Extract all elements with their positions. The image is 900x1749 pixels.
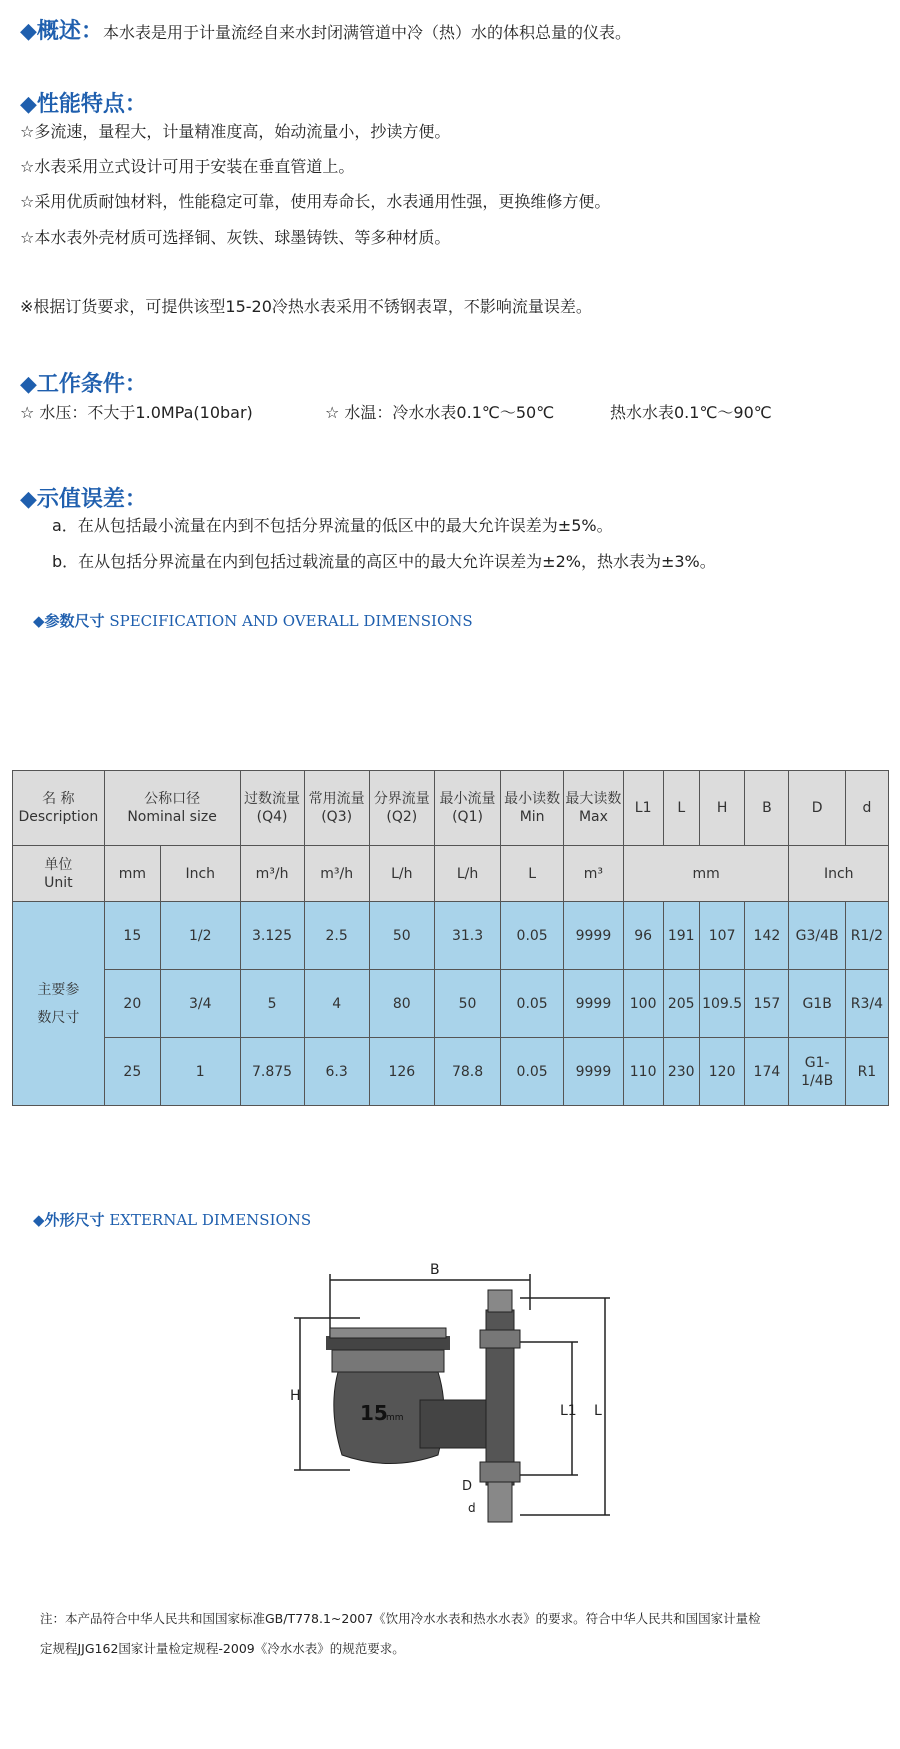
conditions-row [20,402,880,424]
table-cell: 0.05 [501,970,564,1038]
table-cell: 25 [104,1038,160,1106]
table-row [13,970,889,1038]
diamond-icon: ◆ [20,371,37,397]
table-unit-row [13,846,889,902]
pressure-text: ☆ 水压：不大于1.0MPa(10bar) [20,403,253,422]
feature-item: ☆采用优质耐蚀材料，性能稳定可靠，使用寿命长，水表通用性强，更换维修方便。 [20,192,611,211]
header-cell: 最小流量 (Q1) [434,771,500,846]
table-cell: 7.875 [240,1038,304,1106]
unit-cell: m³ [564,846,624,902]
meter-size-label: 15 [360,1401,388,1425]
overview-text: 本水表是用于计量流经自来水封闭满管道中冷（热）水的体积总量的仪表。 [102,23,631,42]
table-cell: 9999 [564,970,624,1038]
header-cell: 名 称 Description [13,771,105,846]
error-heading: ◆示值误差： [20,486,147,512]
unit-cell: mm [623,846,789,902]
hot-temperature-text: 热水水表0.1℃～90℃ [610,403,772,422]
meter-size-unit: mm [386,1413,404,1423]
table-cell: G1-1/4B [789,1038,845,1106]
table-cell: 80 [369,970,434,1038]
temperature-text: ☆ 水温：冷水水表0.1℃～50℃ [325,403,555,422]
table-cell: R3/4 [845,970,888,1038]
spec-title: ◆参数尺寸 SPECIFICATION AND OVERALL DIMENSIONS [33,612,473,630]
unit-cell: m³/h [304,846,369,902]
unit-cell: m³/h [240,846,304,902]
table-cell: 191 [663,902,699,970]
header-cell: 最大读数 Max [564,771,624,846]
label-H: H [290,1388,301,1404]
table-cell: 50 [369,902,434,970]
unit-cell: L/h [369,846,434,902]
table-cell: 174 [745,1038,789,1106]
unit-cell: Inch [789,846,889,902]
table-cell: 50 [434,970,500,1038]
table-cell: G3/4B [789,902,845,970]
header-cell: 公称口径 Nominal size [104,771,240,846]
diamond-icon: ◆ [20,18,37,44]
table-cell: 126 [369,1038,434,1106]
table-cell: 1 [161,1038,241,1106]
table-cell: G1B [789,970,845,1038]
header-cell: 过数流量 (Q4) [240,771,304,846]
diamond-icon: ◆ [33,612,45,630]
table-cell: 107 [699,902,744,970]
header-cell: L [663,771,699,846]
label-B: B [430,1262,440,1278]
unit-cell: mm [104,846,160,902]
unit-cell: L [501,846,564,902]
table-cell: 15 [104,902,160,970]
overview-heading: ◆概述： [20,18,103,44]
table-cell: 9999 [564,1038,624,1106]
table-cell: 6.3 [304,1038,369,1106]
table-cell: 9999 [564,902,624,970]
table-cell: 20 [104,970,160,1038]
header-cell: d [845,771,888,846]
table-cell: 0.05 [501,1038,564,1106]
table-header-row [13,771,889,846]
table-cell: 96 [623,902,663,970]
water-meter-drawing [290,1250,620,1550]
footnote-line: 注：本产品符合中华人民共和国国家标准GB/T778.1~2007《饮用冷水水表和热水水表》的要求。符合中华人民共和国国家计量检 [40,1611,761,1626]
footnote [40,1604,860,1664]
error-item: a．在从包括最小流量在内到不包括分界流量的低区中的最大允许误差为±5%。 [52,516,613,535]
table-cell: 230 [663,1038,699,1106]
footnote-line: 定规程JJG162国家计量检定规程-2009《冷水水表》的规范要求。 [40,1641,405,1656]
table-row [13,1038,889,1106]
external-title: ◆外形尺寸 EXTERNAL DIMENSIONS [33,1211,312,1229]
diamond-icon: ◆ [33,1211,45,1229]
header-cell: 最小读数 Min [501,771,564,846]
table-cell: 5 [240,970,304,1038]
table-cell: 31.3 [434,902,500,970]
header-cell: B [745,771,789,846]
table-cell: 205 [663,970,699,1038]
table-cell: 78.8 [434,1038,500,1106]
label-d: d [468,1501,476,1515]
table-cell: 4 [304,970,369,1038]
feature-item: ☆本水表外壳材质可选择铜、灰铁、球墨铸铁、等多种材质。 [20,228,451,247]
feature-item: ☆多流速，量程大，计量精准度高，始动流量小，抄读方便。 [20,122,451,141]
unit-cell: 单位 Unit [13,846,105,902]
table-cell: 3.125 [240,902,304,970]
table-cell: 1/2 [161,902,241,970]
header-cell: D [789,771,845,846]
unit-cell: L/h [434,846,500,902]
table-cell: 157 [745,970,789,1038]
table-cell: 100 [623,970,663,1038]
header-cell: 常用流量 (Q3) [304,771,369,846]
header-cell: H [699,771,744,846]
row-label: 主要参 数尺寸 [13,902,105,1106]
table-cell: R1/2 [845,902,888,970]
label-L1: L1 [560,1403,577,1419]
table-cell: 120 [699,1038,744,1106]
header-cell: L1 [623,771,663,846]
label-L: L [594,1403,602,1419]
diamond-icon: ◆ [20,91,37,117]
unit-cell: Inch [161,846,241,902]
table-cell: 0.05 [501,902,564,970]
overview-section [20,14,880,45]
table-cell: 109.5 [699,970,744,1038]
features-note: ※根据订货要求，可提供该型15-20冷热水表采用不锈钢表罩，不影响流量误差。 [20,297,592,316]
table-cell: R1 [845,1038,888,1106]
conditions-heading: ◆工作条件： [20,371,147,397]
header-cell: 分界流量 (Q2) [369,771,434,846]
spec-table [12,770,889,1106]
diamond-icon: ◆ [20,486,37,512]
table-row [13,902,889,970]
table-cell: 142 [745,902,789,970]
table-cell: 110 [623,1038,663,1106]
error-item: b．在从包括分界流量在内到包括过载流量的高区中的最大允许误差为±2%，热水表为±3%。 [52,552,716,571]
table-cell: 3/4 [161,970,241,1038]
features-heading: ◆性能特点： [20,91,147,117]
table-cell: 2.5 [304,902,369,970]
feature-item: ☆水表采用立式设计可用于安装在垂直管道上。 [20,157,355,176]
label-D: D [462,1479,473,1494]
